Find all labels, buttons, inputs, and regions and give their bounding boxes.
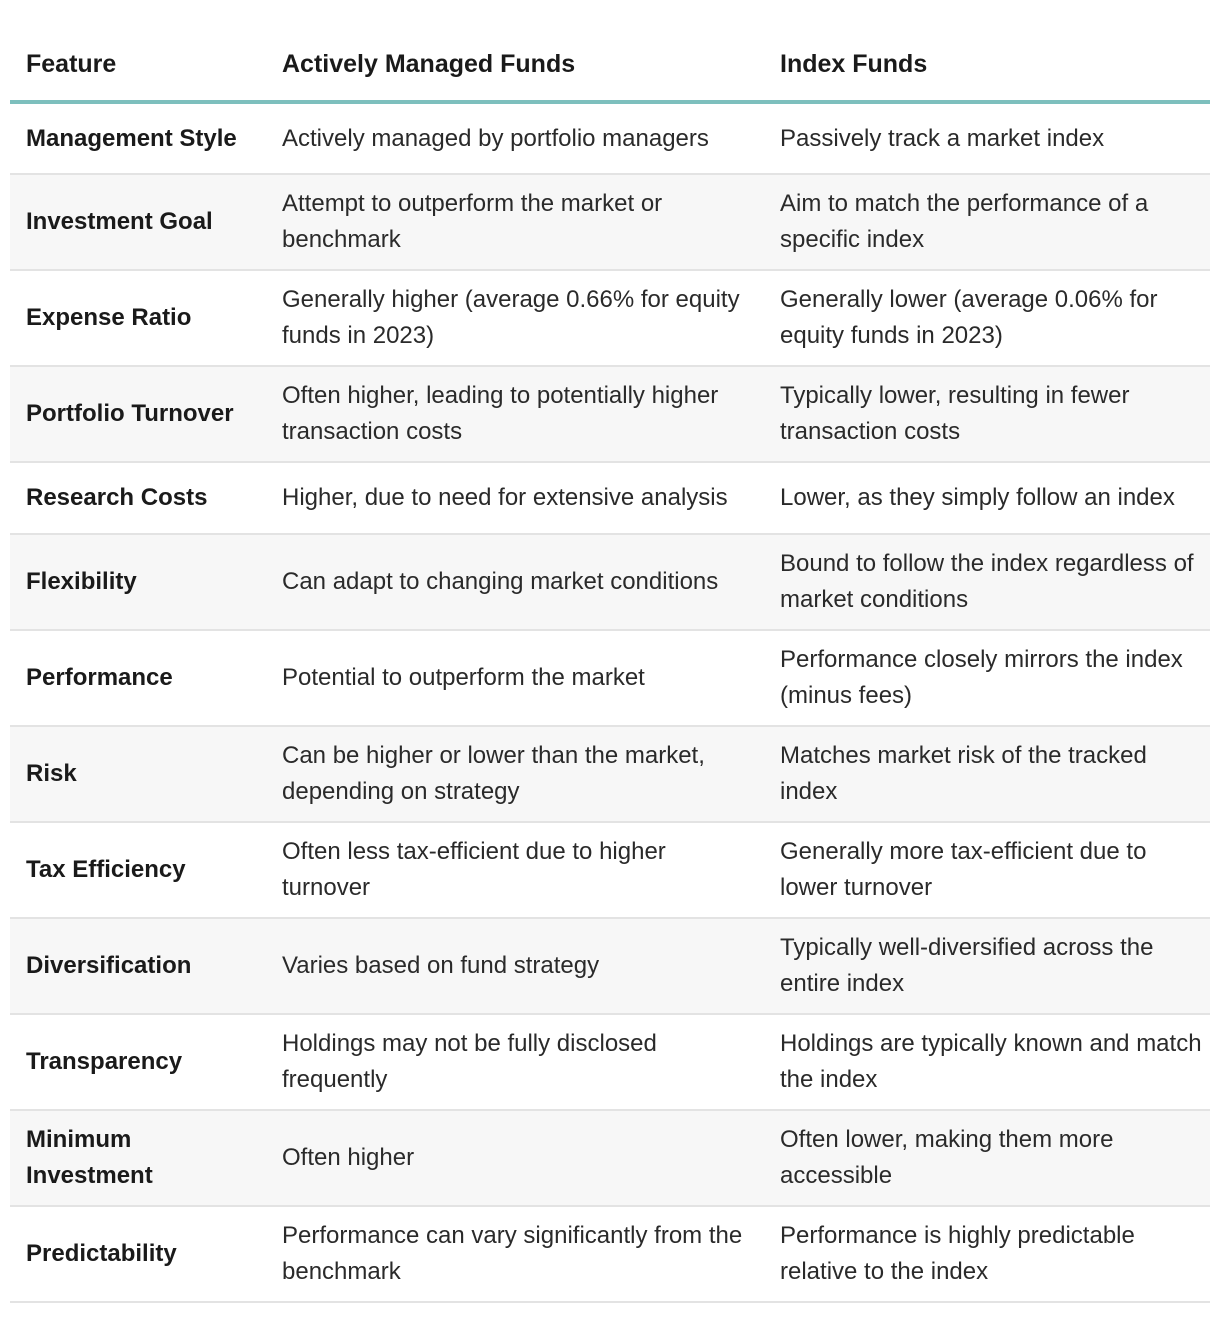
table-body xyxy=(10,102,1210,1302)
feature-cell: Investment Goal xyxy=(10,174,266,270)
index-cell: Often lower, making them more accessible xyxy=(764,1110,1210,1206)
index-cell: Lower, as they simply follow an index xyxy=(764,462,1210,534)
feature-cell: Portfolio Turnover xyxy=(10,366,266,462)
table-row xyxy=(10,366,1210,462)
index-cell: Matches market risk of the tracked index xyxy=(764,726,1210,822)
table-row xyxy=(10,918,1210,1014)
feature-cell: Flexibility xyxy=(10,534,266,630)
active-cell: Performance can vary significantly from the benchmark xyxy=(266,1206,764,1302)
feature-cell: Management Style xyxy=(10,102,266,174)
table-row xyxy=(10,1110,1210,1206)
index-cell: Typically well-diversified across the entire index xyxy=(764,918,1210,1014)
active-cell: Varies based on fund strategy xyxy=(266,918,764,1014)
active-cell: Actively managed by portfolio managers xyxy=(266,102,764,174)
feature-cell: Research Costs xyxy=(10,462,266,534)
table-row xyxy=(10,1206,1210,1302)
feature-cell: Diversification xyxy=(10,918,266,1014)
feature-cell: Risk xyxy=(10,726,266,822)
index-cell: Performance is highly predictable relative to the index xyxy=(764,1206,1210,1302)
active-cell: Often higher, leading to potentially higher transaction costs xyxy=(266,366,764,462)
feature-cell: Expense Ratio xyxy=(10,270,266,366)
active-cell: Often higher xyxy=(266,1110,764,1206)
table-row xyxy=(10,102,1210,174)
table-row xyxy=(10,462,1210,534)
active-cell: Attempt to outperform the market or benchmark xyxy=(266,174,764,270)
active-cell: Often less tax-efficient due to higher turnover xyxy=(266,822,764,918)
table-row xyxy=(10,270,1210,366)
column-header-active: Actively Managed Funds xyxy=(266,28,764,102)
feature-cell: Tax Efficiency xyxy=(10,822,266,918)
column-header-index: Index Funds xyxy=(764,28,1210,102)
table-row xyxy=(10,822,1210,918)
feature-cell: Predictability xyxy=(10,1206,266,1302)
index-cell: Bound to follow the index regardless of market conditions xyxy=(764,534,1210,630)
feature-cell: Transparency xyxy=(10,1014,266,1110)
table-row xyxy=(10,726,1210,822)
index-cell: Performance closely mirrors the index (minus fees) xyxy=(764,630,1210,726)
feature-cell: Minimum Investment xyxy=(10,1110,266,1206)
active-cell: Can be higher or lower than the market, depending on strategy xyxy=(266,726,764,822)
table-row xyxy=(10,1014,1210,1110)
comparison-table-container xyxy=(10,28,1210,1303)
comparison-table xyxy=(10,28,1210,1303)
column-header-feature: Feature xyxy=(10,28,266,102)
active-cell: Holdings may not be fully disclosed frequently xyxy=(266,1014,764,1110)
index-cell: Holdings are typically known and match the index xyxy=(764,1014,1210,1110)
active-cell: Can adapt to changing market conditions xyxy=(266,534,764,630)
index-cell: Generally lower (average 0.06% for equity funds in 2023) xyxy=(764,270,1210,366)
active-cell: Higher, due to need for extensive analysis xyxy=(266,462,764,534)
active-cell: Generally higher (average 0.66% for equity funds in 2023) xyxy=(266,270,764,366)
index-cell: Aim to match the performance of a specific index xyxy=(764,174,1210,270)
index-cell: Generally more tax-efficient due to lower turnover xyxy=(764,822,1210,918)
active-cell: Potential to outperform the market xyxy=(266,630,764,726)
index-cell: Passively track a market index xyxy=(764,102,1210,174)
feature-cell: Performance xyxy=(10,630,266,726)
index-cell: Typically lower, resulting in fewer transaction costs xyxy=(764,366,1210,462)
table-row xyxy=(10,534,1210,630)
table-row xyxy=(10,630,1210,726)
header-row xyxy=(10,28,1210,102)
table-row xyxy=(10,174,1210,270)
table-header xyxy=(10,28,1210,102)
